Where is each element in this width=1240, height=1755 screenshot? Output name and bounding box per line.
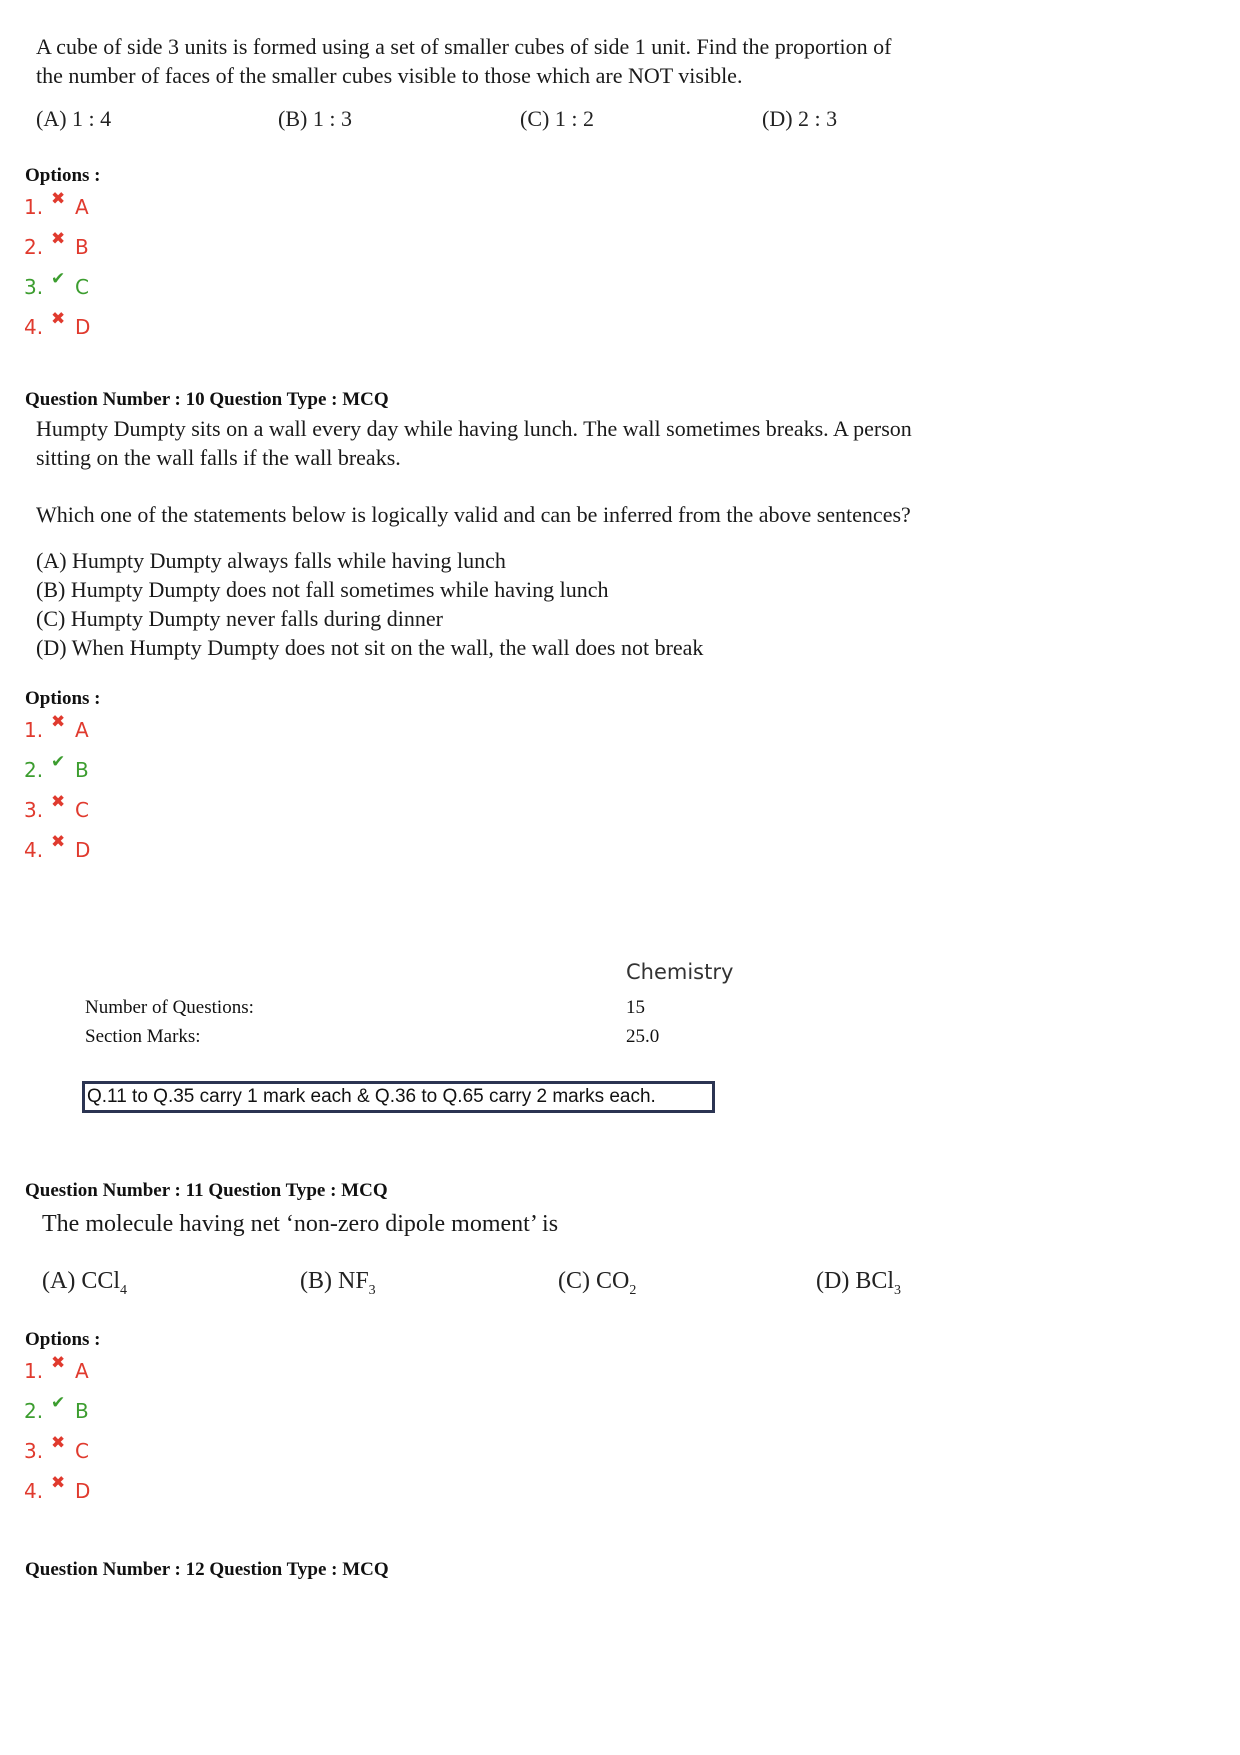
q10-question-prompt: Which one of the statements below is logically valid and can be inferred from the above sentences? bbox=[36, 502, 911, 527]
q10-choice-b: (B) Humpty Dumpty does not fall sometimes while having lunch bbox=[36, 577, 609, 602]
q10-choice-c: (C) Humpty Dumpty never falls during dinner bbox=[36, 606, 443, 631]
option-number: 3. bbox=[24, 275, 44, 299]
q11-choice-a bbox=[42, 1268, 127, 1299]
choice-subscript: 2 bbox=[629, 1282, 637, 1298]
q9-options-label: Options : bbox=[25, 165, 101, 186]
cross-icon: ✖ bbox=[51, 1433, 66, 1453]
q11-choice-c bbox=[558, 1268, 636, 1299]
option-number: 4. bbox=[24, 315, 44, 339]
q10-choice-a: (A) Humpty Dumpty always falls while having lunch bbox=[36, 548, 506, 573]
cross-icon: ✖ bbox=[51, 1353, 66, 1373]
q10-option-2 bbox=[24, 752, 89, 790]
section-marks-label: Section Marks: bbox=[85, 1026, 201, 1047]
q10-choice-d: (D) When Humpty Dumpty does not sit on the wall, the wall does not break bbox=[36, 635, 704, 660]
q10-choices bbox=[36, 546, 703, 662]
choice-text: (A) CCl bbox=[42, 1268, 120, 1294]
option-number: 2. bbox=[24, 235, 44, 259]
option-label: B bbox=[75, 235, 89, 259]
choice-text: (C) CO bbox=[558, 1268, 630, 1294]
q9-option-1 bbox=[24, 189, 89, 227]
option-label: C bbox=[75, 1439, 89, 1463]
q9-text-line2: the number of faces of the smaller cubes visible to those which are NOT visible. bbox=[36, 63, 743, 88]
q9-choice-a: (A) 1 : 4 bbox=[36, 106, 112, 131]
section-title: Chemistry bbox=[626, 960, 734, 984]
option-number: 3. bbox=[24, 798, 44, 822]
option-label: A bbox=[75, 1359, 89, 1383]
choice-text: (D) BCl bbox=[816, 1268, 894, 1294]
q11-question-text: The molecule having net ‘non-zero dipole moment’ is bbox=[42, 1211, 559, 1237]
check-icon: ✔ bbox=[51, 1393, 66, 1413]
option-label: A bbox=[75, 718, 89, 742]
q10-text-line2: sitting on the wall falls if the wall breaks. bbox=[36, 445, 401, 470]
q10-option-4 bbox=[24, 832, 91, 870]
q9-option-3 bbox=[24, 269, 89, 307]
q10-options-label: Options : bbox=[25, 688, 101, 709]
choice-subscript: 3 bbox=[368, 1282, 376, 1298]
option-label: B bbox=[75, 758, 89, 782]
option-number: 1. bbox=[24, 718, 44, 742]
option-label: C bbox=[75, 275, 89, 299]
cross-icon: ✖ bbox=[51, 189, 66, 209]
option-label: D bbox=[75, 1479, 91, 1503]
num-questions-label: Number of Questions: bbox=[85, 997, 254, 1018]
option-number: 1. bbox=[24, 1359, 44, 1383]
choice-text: (B) NF bbox=[300, 1268, 369, 1294]
q11-option-1 bbox=[24, 1353, 89, 1391]
cross-icon: ✖ bbox=[51, 1473, 66, 1493]
option-number: 1. bbox=[24, 195, 44, 219]
cross-icon: ✖ bbox=[51, 792, 66, 812]
q9-choice-d: (D) 2 : 3 bbox=[762, 106, 838, 131]
q10-option-3 bbox=[24, 792, 89, 830]
num-questions-value: 15 bbox=[626, 997, 645, 1018]
q11-options-label: Options : bbox=[25, 1329, 101, 1350]
q11-header: Question Number : 11 Question Type : MCQ bbox=[25, 1180, 388, 1201]
option-label: D bbox=[75, 838, 91, 862]
option-number: 4. bbox=[24, 1479, 44, 1503]
q9-option-4 bbox=[24, 309, 91, 347]
marks-note: Q.11 to Q.35 carry 1 mark each & Q.36 to Q.65 carry 2 marks each. bbox=[82, 1081, 715, 1113]
option-label: C bbox=[75, 798, 89, 822]
q11-option-3 bbox=[24, 1433, 89, 1471]
option-label: A bbox=[75, 195, 89, 219]
q10-question-text bbox=[36, 414, 912, 472]
q10-text-line1: Humpty Dumpty sits on a wall every day while having lunch. The wall sometimes breaks. A person bbox=[36, 416, 912, 441]
option-number: 2. bbox=[24, 1399, 44, 1423]
option-label: D bbox=[75, 315, 91, 339]
q11-choice-b bbox=[300, 1268, 376, 1299]
q9-choice-b: (B) 1 : 3 bbox=[278, 106, 352, 131]
section-marks-value: 25.0 bbox=[626, 1026, 660, 1047]
option-number: 2. bbox=[24, 758, 44, 782]
q12-header: Question Number : 12 Question Type : MCQ bbox=[25, 1559, 389, 1580]
option-label: B bbox=[75, 1399, 89, 1423]
cross-icon: ✖ bbox=[51, 712, 66, 732]
q10-header: Question Number : 10 Question Type : MCQ bbox=[25, 389, 389, 410]
q10-option-1 bbox=[24, 712, 89, 750]
option-number: 4. bbox=[24, 838, 44, 862]
option-number: 3. bbox=[24, 1439, 44, 1463]
cross-icon: ✖ bbox=[51, 832, 66, 852]
cross-icon: ✖ bbox=[51, 309, 66, 329]
q9-question-text bbox=[36, 32, 891, 90]
q11-option-4 bbox=[24, 1473, 91, 1511]
check-icon: ✔ bbox=[51, 752, 66, 772]
q9-option-2 bbox=[24, 229, 89, 267]
check-icon: ✔ bbox=[51, 269, 66, 289]
q9-choice-c: (C) 1 : 2 bbox=[520, 106, 594, 131]
q11-option-2 bbox=[24, 1393, 89, 1431]
q9-text-line1: A cube of side 3 units is formed using a set of smaller cubes of side 1 unit. Find the proportion of bbox=[36, 34, 892, 59]
choice-subscript: 4 bbox=[120, 1282, 127, 1298]
cross-icon: ✖ bbox=[51, 229, 66, 249]
q11-choice-d bbox=[816, 1268, 901, 1299]
choice-subscript: 3 bbox=[894, 1282, 901, 1298]
